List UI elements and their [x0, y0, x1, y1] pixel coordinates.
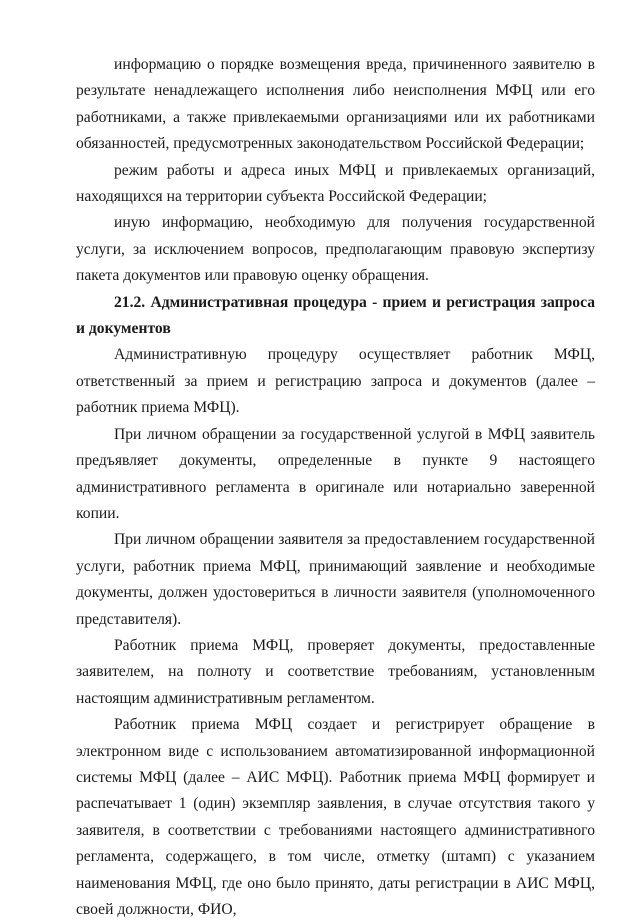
paragraph-other-info: иную информацию, необходимую для получения государственной услуги, за исключением вопросов, предполагающим правовую экспертизу пакета документов или правовую оценку обращения.	[76, 214, 595, 285]
paragraph-personal-appeal: При личном обращении за государственной услугой в МФЦ заявитель предъявляет документы, определенные в пункте 9 настоящего административного регламента в оригинале или нотариально заверенной копии.	[76, 425, 595, 522]
paragraph-registration: Работник приема МФЦ создает и регистрирует обращение в электронном виде с использованием автоматизированной информационной системы МФЦ (далее – АИС МФЦ). Работник приема МФЦ формирует и распечатывает 1 (один) экземпляр заявления, в случае отсутствия такого у заявителя, в соответствии с требованиями настоящего административного регламента, содержащего, в том числе, отметку (штамп) с указанием наименования МФЦ, где оно было принято, даты регистрации в АИС МФЦ, своей должности, ФИО,	[76, 716, 595, 918]
paragraph-compensation-info: информацию о порядке возмещения вреда, причиненного заявителю в результате ненадлежащего исполнения либо неисполнения МФЦ или его работниками, а также привлекаемыми организациями или их работниками обязанностей, предусмотренных законодательством Российской Федерации;	[76, 56, 595, 153]
paragraph-document-check: Работник приема МФЦ, проверяет документы, предоставленные заявителем, на полноту и соответствие требованиям, установленным настоящим административным регламентом.	[76, 636, 595, 707]
paragraph-identity-check: При личном обращении заявителя за предоставлением государственной услуги, работник приема МФЦ, принимающий заявление и необходимые документы, должен удостовериться в личности заявителя (уполномоченного представителя).	[76, 531, 595, 628]
document-body	[76, 52, 595, 923]
section-heading-21-2: 21.2. Административная процедура - прием и регистрация запроса и документов	[76, 293, 595, 338]
paragraph-procedure-performer: Административную процедуру осуществляет работник МФЦ, ответственный за прием и регистрацию запроса и документов (далее – работник приема МФЦ).	[76, 346, 595, 417]
paragraph-work-schedule: режим работы и адреса иных МФЦ и привлекаемых организаций, находящихся на территории субъекта Российской Федерации;	[76, 161, 595, 206]
